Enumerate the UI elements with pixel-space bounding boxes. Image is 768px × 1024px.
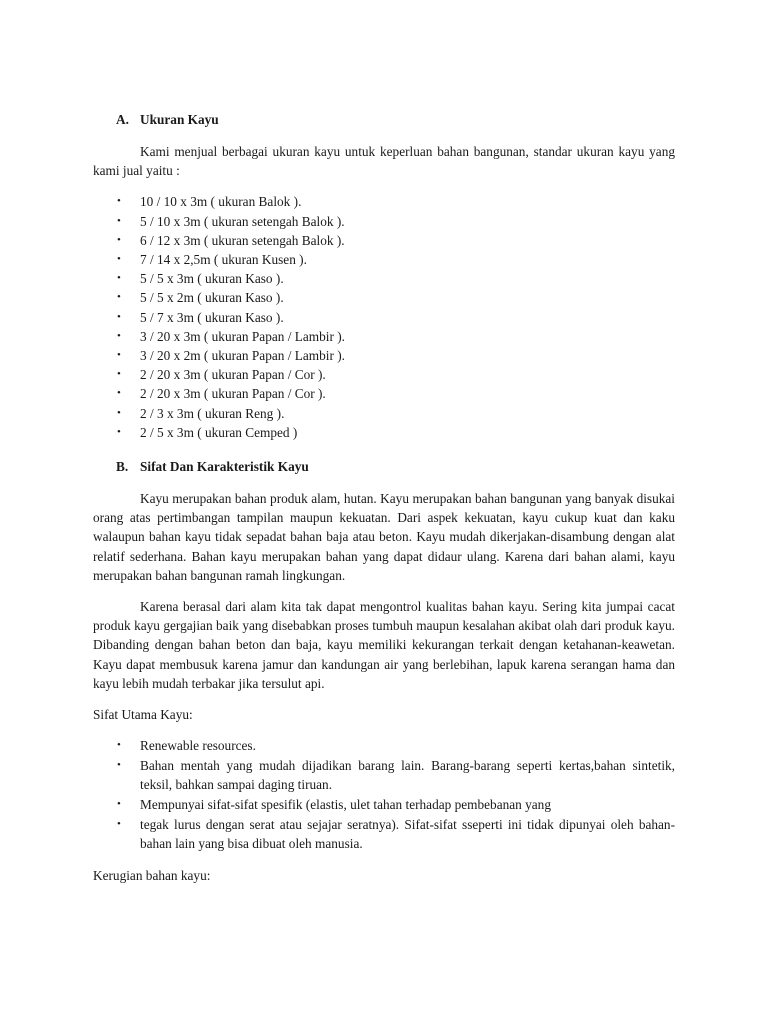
section-b-paragraph-1: Kayu merupakan bahan produk alam, hutan. Kayu merupakan bahan bangunan yang banyak disukai orang atas pertimbangan tampilan maupun kekuatan. Dari aspek kekuatan, kayu cukup kuat dan kaku walaupun bahan kayu tidak sepadat bahan baja atau beton. Kayu mudah dikerjakan-disambung dengan alat relatif sederhana. Bahan kayu merupakan bahan yang dapat didaur ulang. Karena dari bahan alami, kayu merupakan bahan bangunan ramah lingkungan.	[93, 491, 675, 583]
size-list-item	[93, 384, 675, 403]
wood-size-list	[93, 192, 675, 442]
section-b-heading	[93, 457, 675, 477]
size-list-item	[93, 423, 675, 442]
property-list-item-text: Renewable resources.	[140, 738, 256, 754]
property-list-item	[93, 736, 675, 756]
bullet-icon: •	[117, 214, 121, 227]
bullet-icon: •	[117, 272, 121, 285]
bullet-icon: •	[117, 329, 121, 342]
size-list-item	[93, 231, 675, 250]
document-body	[93, 110, 675, 885]
size-list-item-text: 2 / 20 x 3m ( ukuran Papan / Cor ).	[140, 386, 326, 402]
size-list-item	[93, 212, 675, 231]
size-list-item	[93, 192, 675, 211]
property-list-item	[93, 756, 675, 795]
bullet-icon: •	[117, 758, 121, 771]
size-list-item-text: 2 / 5 x 3m ( ukuran Cemped )	[140, 424, 298, 440]
property-list-item	[93, 815, 675, 854]
bullet-icon: •	[117, 310, 121, 323]
section-a-title: Ukuran Kayu	[140, 112, 219, 127]
size-list-item	[93, 327, 675, 346]
bullet-icon: •	[117, 406, 121, 419]
size-list-item-text: 7 / 14 x 2,5m ( ukuran Kusen ).	[140, 252, 307, 268]
bullet-icon: •	[117, 739, 121, 752]
bullet-icon: •	[117, 387, 121, 400]
section-b-number: B.	[116, 459, 129, 475]
size-list-item	[93, 308, 675, 327]
disadvantages-heading: Kerugian bahan kayu:	[93, 867, 211, 883]
bullet-icon: •	[117, 798, 121, 811]
size-list-item-text: 2 / 20 x 3m ( ukuran Papan / Cor ).	[140, 367, 326, 383]
properties-heading: Sifat Utama Kayu:	[93, 707, 193, 723]
section-a-heading	[93, 110, 675, 130]
bullet-icon: •	[117, 349, 121, 362]
bullet-icon: •	[117, 233, 121, 246]
size-list-item	[93, 288, 675, 307]
size-list-item-text: 5 / 10 x 3m ( ukuran setengah Balok ).	[140, 213, 345, 229]
size-list-item-text: 3 / 20 x 2m ( ukuran Papan / Lambir ).	[140, 348, 345, 364]
section-b-title: Sifat Dan Karakteristik Kayu	[140, 459, 309, 475]
section-a-number: A.	[116, 112, 129, 127]
size-list-item-text: 5 / 5 x 3m ( ukuran Kaso ).	[140, 271, 284, 287]
bullet-icon: •	[117, 817, 121, 830]
size-list-item-text: 3 / 20 x 3m ( ukuran Papan / Lambir ).	[140, 328, 345, 344]
size-list-item-text: 10 / 10 x 3m ( ukuran Balok ).	[140, 194, 302, 210]
bullet-icon: •	[117, 425, 121, 438]
properties-list	[93, 736, 675, 854]
size-list-item-text: 5 / 7 x 3m ( ukuran Kaso ).	[140, 309, 284, 325]
property-list-item	[93, 795, 675, 815]
size-list-item-text: 2 / 3 x 3m ( ukuran Reng ).	[140, 405, 285, 421]
bullet-icon: •	[117, 253, 121, 266]
property-list-item-text: tegak lurus dengan serat atau sejajar seratnya). Sifat-sifat sseperti ini tidak dipunyai oleh bahan-bahan lain yang bisa dibuat oleh manusia.	[140, 816, 675, 852]
bullet-icon: •	[117, 195, 121, 208]
property-list-item-text: Bahan mentah yang mudah dijadikan barang lain. Barang-barang seperti kertas,bahan sintetik, teksil, bahkan sampai daging tiruan.	[140, 757, 675, 793]
bullet-icon: •	[117, 368, 121, 381]
size-list-item	[93, 365, 675, 384]
size-list-item	[93, 346, 675, 365]
size-list-item	[93, 404, 675, 423]
size-list-item-text: 6 / 12 x 3m ( ukuran setengah Balok ).	[140, 232, 345, 248]
section-a-intro: Kami menjual berbagai ukuran kayu untuk keperluan bahan bangunan, standar ukuran kayu yang kami jual yaitu :	[93, 144, 675, 179]
size-list-item	[93, 250, 675, 269]
property-list-item-text: Mempunyai sifat-sifat spesifik (elastis, ulet tahan terhadap pembebanan yang	[140, 797, 551, 813]
bullet-icon: •	[117, 291, 121, 304]
size-list-item	[93, 269, 675, 288]
section-b-paragraph-2: Karena berasal dari alam kita tak dapat mengontrol kualitas bahan kayu. Sering kita jumpai cacat produk kayu gergajian baik yang disebabkan proses tumbuh maupun kesalahan akibat olah dari produk kayu. Dibanding dengan bahan beton dan baja, kayu memiliki kekurangan terkait dengan ketahanan-keawetan. Kayu dapat membusuk karena jamur dan kandungan air yang berlebihan, lapuk karena serangan hama dan kayu lebih mudah terbakar jika tersulut api.	[93, 599, 675, 691]
size-list-item-text: 5 / 5 x 2m ( ukuran Kaso ).	[140, 290, 284, 306]
